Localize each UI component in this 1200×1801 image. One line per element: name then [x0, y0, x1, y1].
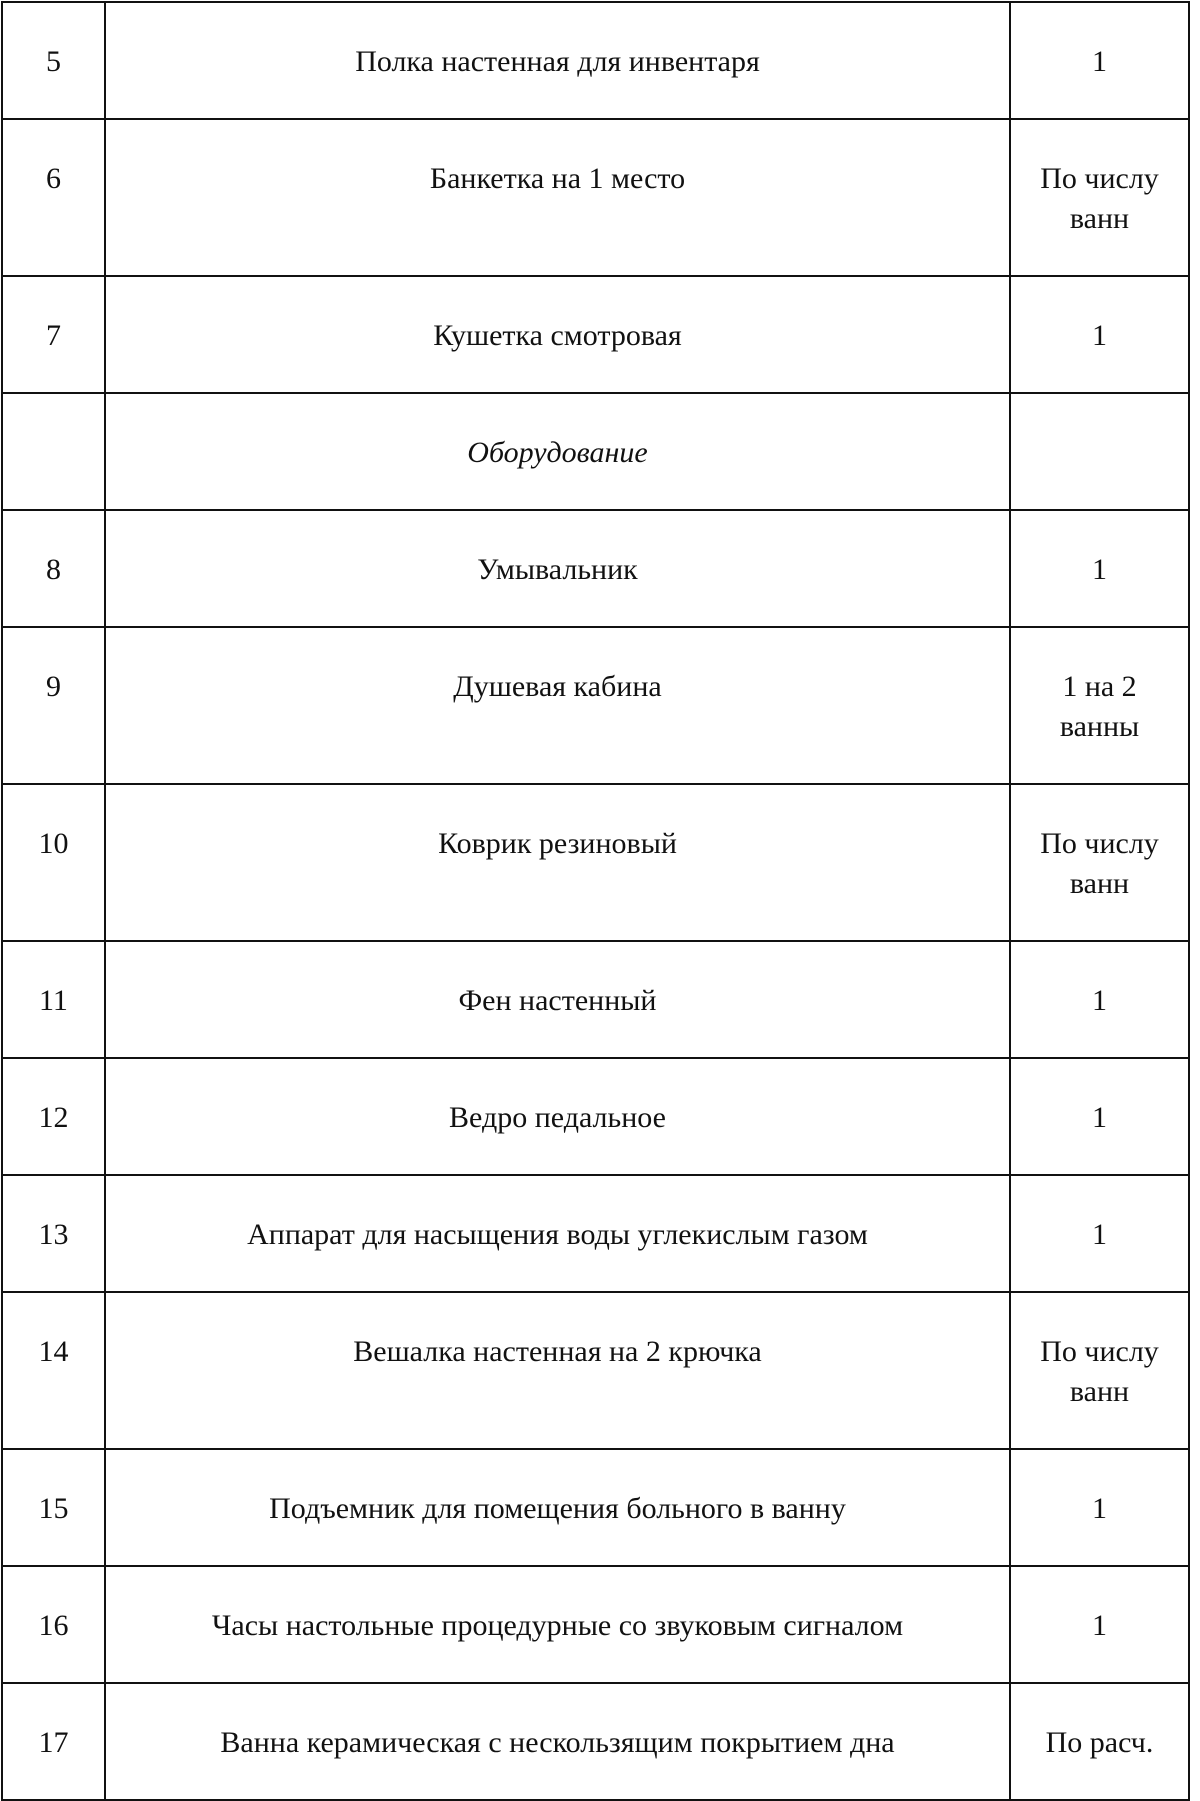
row-number [3, 394, 104, 433]
item-name-cell [105, 2, 1010, 119]
item-name: Аппарат для насыщения воды углекислым газом [247, 1218, 868, 1251]
item-name-cell [105, 627, 1010, 784]
row-number-cell [2, 276, 105, 393]
table-row [2, 1058, 1189, 1175]
item-name-cell [105, 1292, 1010, 1449]
quantity-cell [1010, 276, 1189, 393]
quantity-cell [1010, 119, 1189, 276]
table-row [2, 1683, 1189, 1800]
item-quantity: 1 [1092, 45, 1107, 78]
table-row [2, 510, 1189, 627]
item-quantity: 1 [1092, 1609, 1107, 1642]
row-number-cell [2, 1566, 105, 1683]
quantity-cell [1010, 627, 1189, 784]
table-row [2, 1292, 1189, 1449]
item-name: Часы настольные процедурные со звуковым сигналом [211, 1609, 904, 1642]
row-number: 16 [38, 1609, 69, 1642]
quantity-cell [1010, 2, 1189, 119]
row-number: 9 [46, 670, 61, 703]
item-name: Ванна керамическая с нескользящим покрытием дна [220, 1726, 895, 1759]
row-number-cell [2, 510, 105, 627]
item-name: Коврик резиновый [438, 827, 677, 860]
table-row [2, 119, 1189, 276]
quantity-cell [1010, 1292, 1189, 1449]
item-quantity: По расч. [1045, 1726, 1154, 1759]
table-row [2, 1449, 1189, 1566]
quantity-cell [1010, 393, 1189, 510]
table-row [2, 784, 1189, 941]
item-quantity: По числу ванн [1040, 162, 1159, 235]
table-row [2, 276, 1189, 393]
quantity-cell [1010, 941, 1189, 1058]
item-quantity: 1 [1092, 553, 1107, 586]
quantity-cell [1010, 1058, 1189, 1175]
quantity-cell [1010, 1449, 1189, 1566]
row-number-cell [2, 1058, 105, 1175]
quantity-cell [1010, 1175, 1189, 1292]
row-number: 14 [38, 1335, 69, 1368]
item-name: Кушетка смотровая [433, 319, 682, 352]
row-number-cell [2, 627, 105, 784]
quantity-cell [1010, 1683, 1189, 1800]
item-name: Ведро педальное [449, 1101, 666, 1134]
quantity-cell [1010, 510, 1189, 627]
section-title: Оборудование [467, 436, 648, 469]
quantity-cell [1010, 1566, 1189, 1683]
item-name: Банкетка на 1 место [429, 162, 686, 195]
section-title-cell [105, 393, 1010, 510]
item-quantity: 1 [1092, 319, 1107, 352]
item-quantity [1011, 394, 1188, 433]
table-row [2, 627, 1189, 784]
row-number: 11 [39, 984, 68, 1017]
item-name: Подъемник для помещения больного в ванну [269, 1492, 846, 1525]
item-name: Фен настенный [458, 984, 657, 1017]
item-quantity: 1 на 2 ванны [1059, 670, 1140, 743]
section-header-row [2, 393, 1189, 510]
row-number-cell [2, 393, 105, 510]
row-number-cell [2, 1175, 105, 1292]
row-number-cell [2, 1449, 105, 1566]
item-name-cell [105, 941, 1010, 1058]
item-quantity: 1 [1092, 1492, 1107, 1525]
item-name-cell [105, 1566, 1010, 1683]
item-quantity: По числу ванн [1040, 1335, 1159, 1408]
item-name: Полка настенная для инвентаря [355, 45, 760, 78]
row-number: 17 [38, 1726, 69, 1759]
row-number-cell [2, 2, 105, 119]
equipment-table [1, 1, 1190, 1801]
item-name: Душевая кабина [453, 670, 662, 703]
item-quantity: 1 [1092, 1101, 1107, 1134]
row-number: 6 [46, 162, 61, 195]
item-name-cell [105, 1175, 1010, 1292]
table-row [2, 2, 1189, 119]
item-name-cell [105, 1058, 1010, 1175]
row-number: 12 [38, 1101, 69, 1134]
row-number: 13 [38, 1218, 69, 1251]
row-number: 7 [46, 319, 61, 352]
row-number: 5 [46, 45, 61, 78]
item-name-cell [105, 1449, 1010, 1566]
row-number: 15 [38, 1492, 69, 1525]
item-name-cell [105, 510, 1010, 627]
item-name-cell [105, 1683, 1010, 1800]
row-number-cell [2, 941, 105, 1058]
table-row [2, 941, 1189, 1058]
item-name-cell [105, 276, 1010, 393]
row-number: 10 [38, 827, 69, 860]
item-name: Умывальник [477, 553, 638, 586]
quantity-cell [1010, 784, 1189, 941]
row-number-cell [2, 1292, 105, 1449]
item-name-cell [105, 119, 1010, 276]
item-quantity: По числу ванн [1040, 827, 1159, 900]
item-name: Вешалка настенная на 2 крючка [353, 1335, 762, 1368]
row-number-cell [2, 1683, 105, 1800]
item-name-cell [105, 784, 1010, 941]
table-row [2, 1175, 1189, 1292]
row-number-cell [2, 119, 105, 276]
item-quantity: 1 [1092, 984, 1107, 1017]
row-number: 8 [46, 553, 61, 586]
row-number-cell [2, 784, 105, 941]
item-quantity: 1 [1092, 1218, 1107, 1251]
table-row [2, 1566, 1189, 1683]
